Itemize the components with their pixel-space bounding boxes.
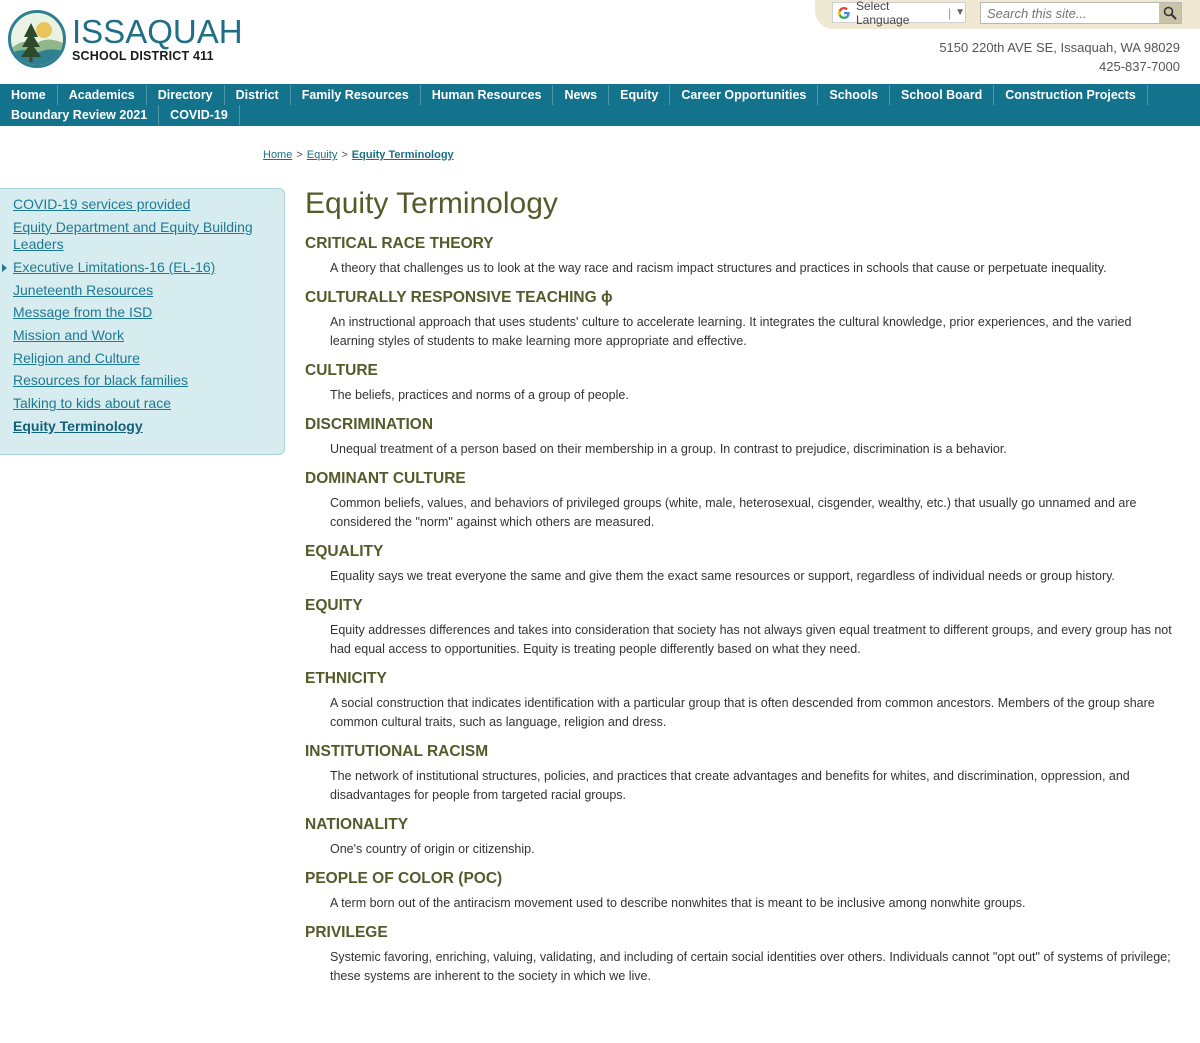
nav-item-family-resources[interactable]: Family Resources [291, 85, 421, 105]
main-navigation [0, 84, 1200, 126]
term-definition: Equity addresses differences and takes into consideration that society has not always given equal treatment to different groups, and every group has not had equal access to opportunities. Equity is treating people differently based on what they need. [330, 623, 1172, 656]
sidebar-item-label: Juneteenth Resources [13, 281, 154, 298]
term-entry [305, 597, 1185, 659]
term-name: INSTITUTIONAL RACISM [305, 743, 489, 760]
term-definition: A social construction that indicates identification with a particular group that is often descended from common ancestors. Members of the group share common cultural traits, such as language, religion and dress. [330, 696, 1155, 729]
logo-title: ISSAQUAH [72, 13, 243, 51]
nav-item-home[interactable]: Home [0, 85, 58, 105]
term-name: PEOPLE OF COLOR (POC) [305, 870, 503, 887]
page-title: Equity Terminology [305, 187, 558, 220]
sidebar-item-resources-for-black-families[interactable] [0, 372, 270, 390]
triangle-right-icon [2, 264, 7, 272]
magnifier-icon [1163, 6, 1177, 20]
street-address: 5150 220th AVE SE, Issaquah, WA 98029 [939, 40, 1180, 55]
breadcrumb-home[interactable]: Home [263, 149, 293, 161]
sidebar-item-mission-and-work[interactable] [0, 327, 270, 345]
language-label: Select Language [856, 0, 910, 27]
sidebar-item-label: Resources for black families [13, 372, 189, 389]
sidebar-item-label: Religion and Culture [13, 349, 140, 366]
breadcrumb-current[interactable]: Equity Terminology [351, 149, 454, 161]
term-name: CULTURALLY RESPONSIVE TEACHING ɸ [305, 289, 613, 306]
term-entry [305, 362, 1185, 405]
nav-item-news[interactable]: News [553, 85, 609, 105]
term-entry [305, 816, 1185, 859]
term-definition: Equality says we treat everyone the same and give them the exact same resources or support, regardless of individual needs or group history. [330, 569, 1115, 583]
nav-item-covid-19[interactable]: COVID-19 [159, 105, 240, 125]
term-name: ETHNICITY [305, 670, 387, 687]
sidebar-item-executive-limitations-16-el-16[interactable] [0, 259, 270, 277]
district-logo[interactable] [8, 10, 243, 68]
tree-mountain-logo-icon [8, 10, 66, 68]
chevron-down-icon: ▼ [955, 7, 965, 18]
breadcrumb-separator: > [341, 149, 348, 161]
nav-item-human-resources[interactable]: Human Resources [421, 85, 554, 105]
term-entry [305, 235, 1185, 278]
site-header [0, 0, 1200, 84]
term-name: EQUALITY [305, 543, 384, 560]
sidebar-item-label: COVID-19 services provided [13, 196, 191, 212]
logo-subtitle: SCHOOL DISTRICT 411 [72, 49, 214, 64]
nav-row-secondary [0, 105, 1200, 125]
nav-item-academics[interactable]: Academics [58, 85, 147, 105]
phone-number[interactable]: 425-837-7000 [1099, 59, 1180, 74]
sidebar-item-message-from-the-isd[interactable] [0, 304, 270, 322]
district-address [939, 38, 1180, 76]
nav-item-career-opportunities[interactable]: Career Opportunities [670, 85, 818, 105]
term-entry [305, 416, 1185, 459]
nav-item-equity[interactable]: Equity [609, 85, 670, 105]
sidebar-item-label: Message from the ISD [13, 304, 153, 321]
sidebar-item-juneteenth-resources[interactable] [0, 282, 270, 300]
sidebar-item-equity-department-and-equity-building-leaders[interactable] [0, 219, 270, 254]
term-name: EQUITY [305, 597, 363, 614]
term-entry [305, 670, 1185, 732]
term-name: DOMINANT CULTURE [305, 470, 466, 487]
nav-item-boundary-review-2021[interactable]: Boundary Review 2021 [0, 105, 159, 125]
nav-item-directory[interactable]: Directory [147, 85, 225, 105]
nav-row-primary [0, 85, 1200, 105]
term-name: CULTURE [305, 362, 378, 379]
term-definition: A term born out of the antiracism movement used to describe nonwhites that is meant to be inclusive among nonwhite groups. [330, 896, 1026, 910]
sidebar-item-label: Mission and Work [13, 326, 125, 343]
term-definition: A theory that challenges us to look at the way race and racism impact structures and practices in schools that cause or perpetuate inequality. [330, 261, 1107, 275]
sidebar-item-religion-and-culture[interactable] [0, 350, 270, 368]
term-name: DISCRIMINATION [305, 416, 434, 433]
google-g-icon [837, 6, 851, 20]
nav-item-schools[interactable]: Schools [818, 85, 890, 105]
term-entry [305, 543, 1185, 586]
term-definition: The beliefs, practices and norms of a group of people. [330, 388, 629, 402]
sidebar-item-label: Equity Department and Equity Building Leaders [13, 218, 253, 253]
sidebar-item-label: Equity Terminology [13, 417, 143, 434]
term-definition: Unequal treatment of a person based on their membership in a group. In contrast to prejudice, discrimination is a behavior. [330, 442, 1007, 456]
breadcrumb-separator: > [296, 149, 303, 161]
term-entry [305, 743, 1185, 805]
term-name: PRIVILEGE [305, 924, 388, 941]
site-search [980, 2, 1182, 24]
language-select[interactable] [832, 0, 966, 27]
term-name: CRITICAL RACE THEORY [305, 235, 494, 252]
breadcrumb [263, 149, 454, 161]
search-input[interactable] [981, 3, 1159, 23]
term-entry [305, 924, 1185, 986]
terms-list [305, 235, 1185, 986]
term-definition: Systemic favoring, enriching, valuing, validating, and including of certain social identities over others. Individuals cannot "opt out" of systems of privilege; these systems are inherent to the society in which we live. [330, 950, 1171, 983]
sidebar-item-talking-to-kids-about-race[interactable] [0, 395, 270, 413]
main-content [305, 186, 1185, 997]
term-entry [305, 470, 1185, 532]
breadcrumb-equity[interactable]: Equity [306, 149, 338, 161]
term-definition: Common beliefs, values, and behaviors of privileged groups (white, male, heterosexual, cisgender, wealthy, etc.) that usually go unnamed and are considered the "norm" against which others are measured. [330, 496, 1137, 529]
sidebar-item-label: Talking to kids about race [13, 395, 171, 411]
search-button[interactable] [1159, 3, 1181, 23]
sidebar-item-covid-19-services-provided[interactable] [0, 196, 270, 214]
term-entry [305, 870, 1185, 913]
language-separator: | [947, 5, 952, 20]
sidebar-item-label: Executive Limitations-16 (EL-16) [13, 258, 216, 275]
term-definition: The network of institutional structures, policies, and practices that create advantages and benefits for whites, and discrimination, oppression, and disadvantages for people from targeted racial groups. [330, 769, 1130, 802]
term-definition: An instructional approach that uses students' culture to accelerate learning. It integrates the cultural knowledge, prior experiences, and the varied learning styles of students to make learning more appropriate and effective. [330, 315, 1132, 348]
term-name: NATIONALITY [305, 816, 409, 833]
nav-item-district[interactable]: District [225, 85, 291, 105]
term-entry [305, 289, 1185, 351]
term-definition: One's country of origin or citizenship. [330, 842, 535, 856]
nav-item-construction-projects[interactable]: Construction Projects [994, 85, 1148, 105]
section-sidebar [0, 188, 285, 455]
sidebar-item-equity-terminology[interactable] [0, 418, 270, 436]
nav-item-school-board[interactable]: School Board [890, 85, 994, 105]
